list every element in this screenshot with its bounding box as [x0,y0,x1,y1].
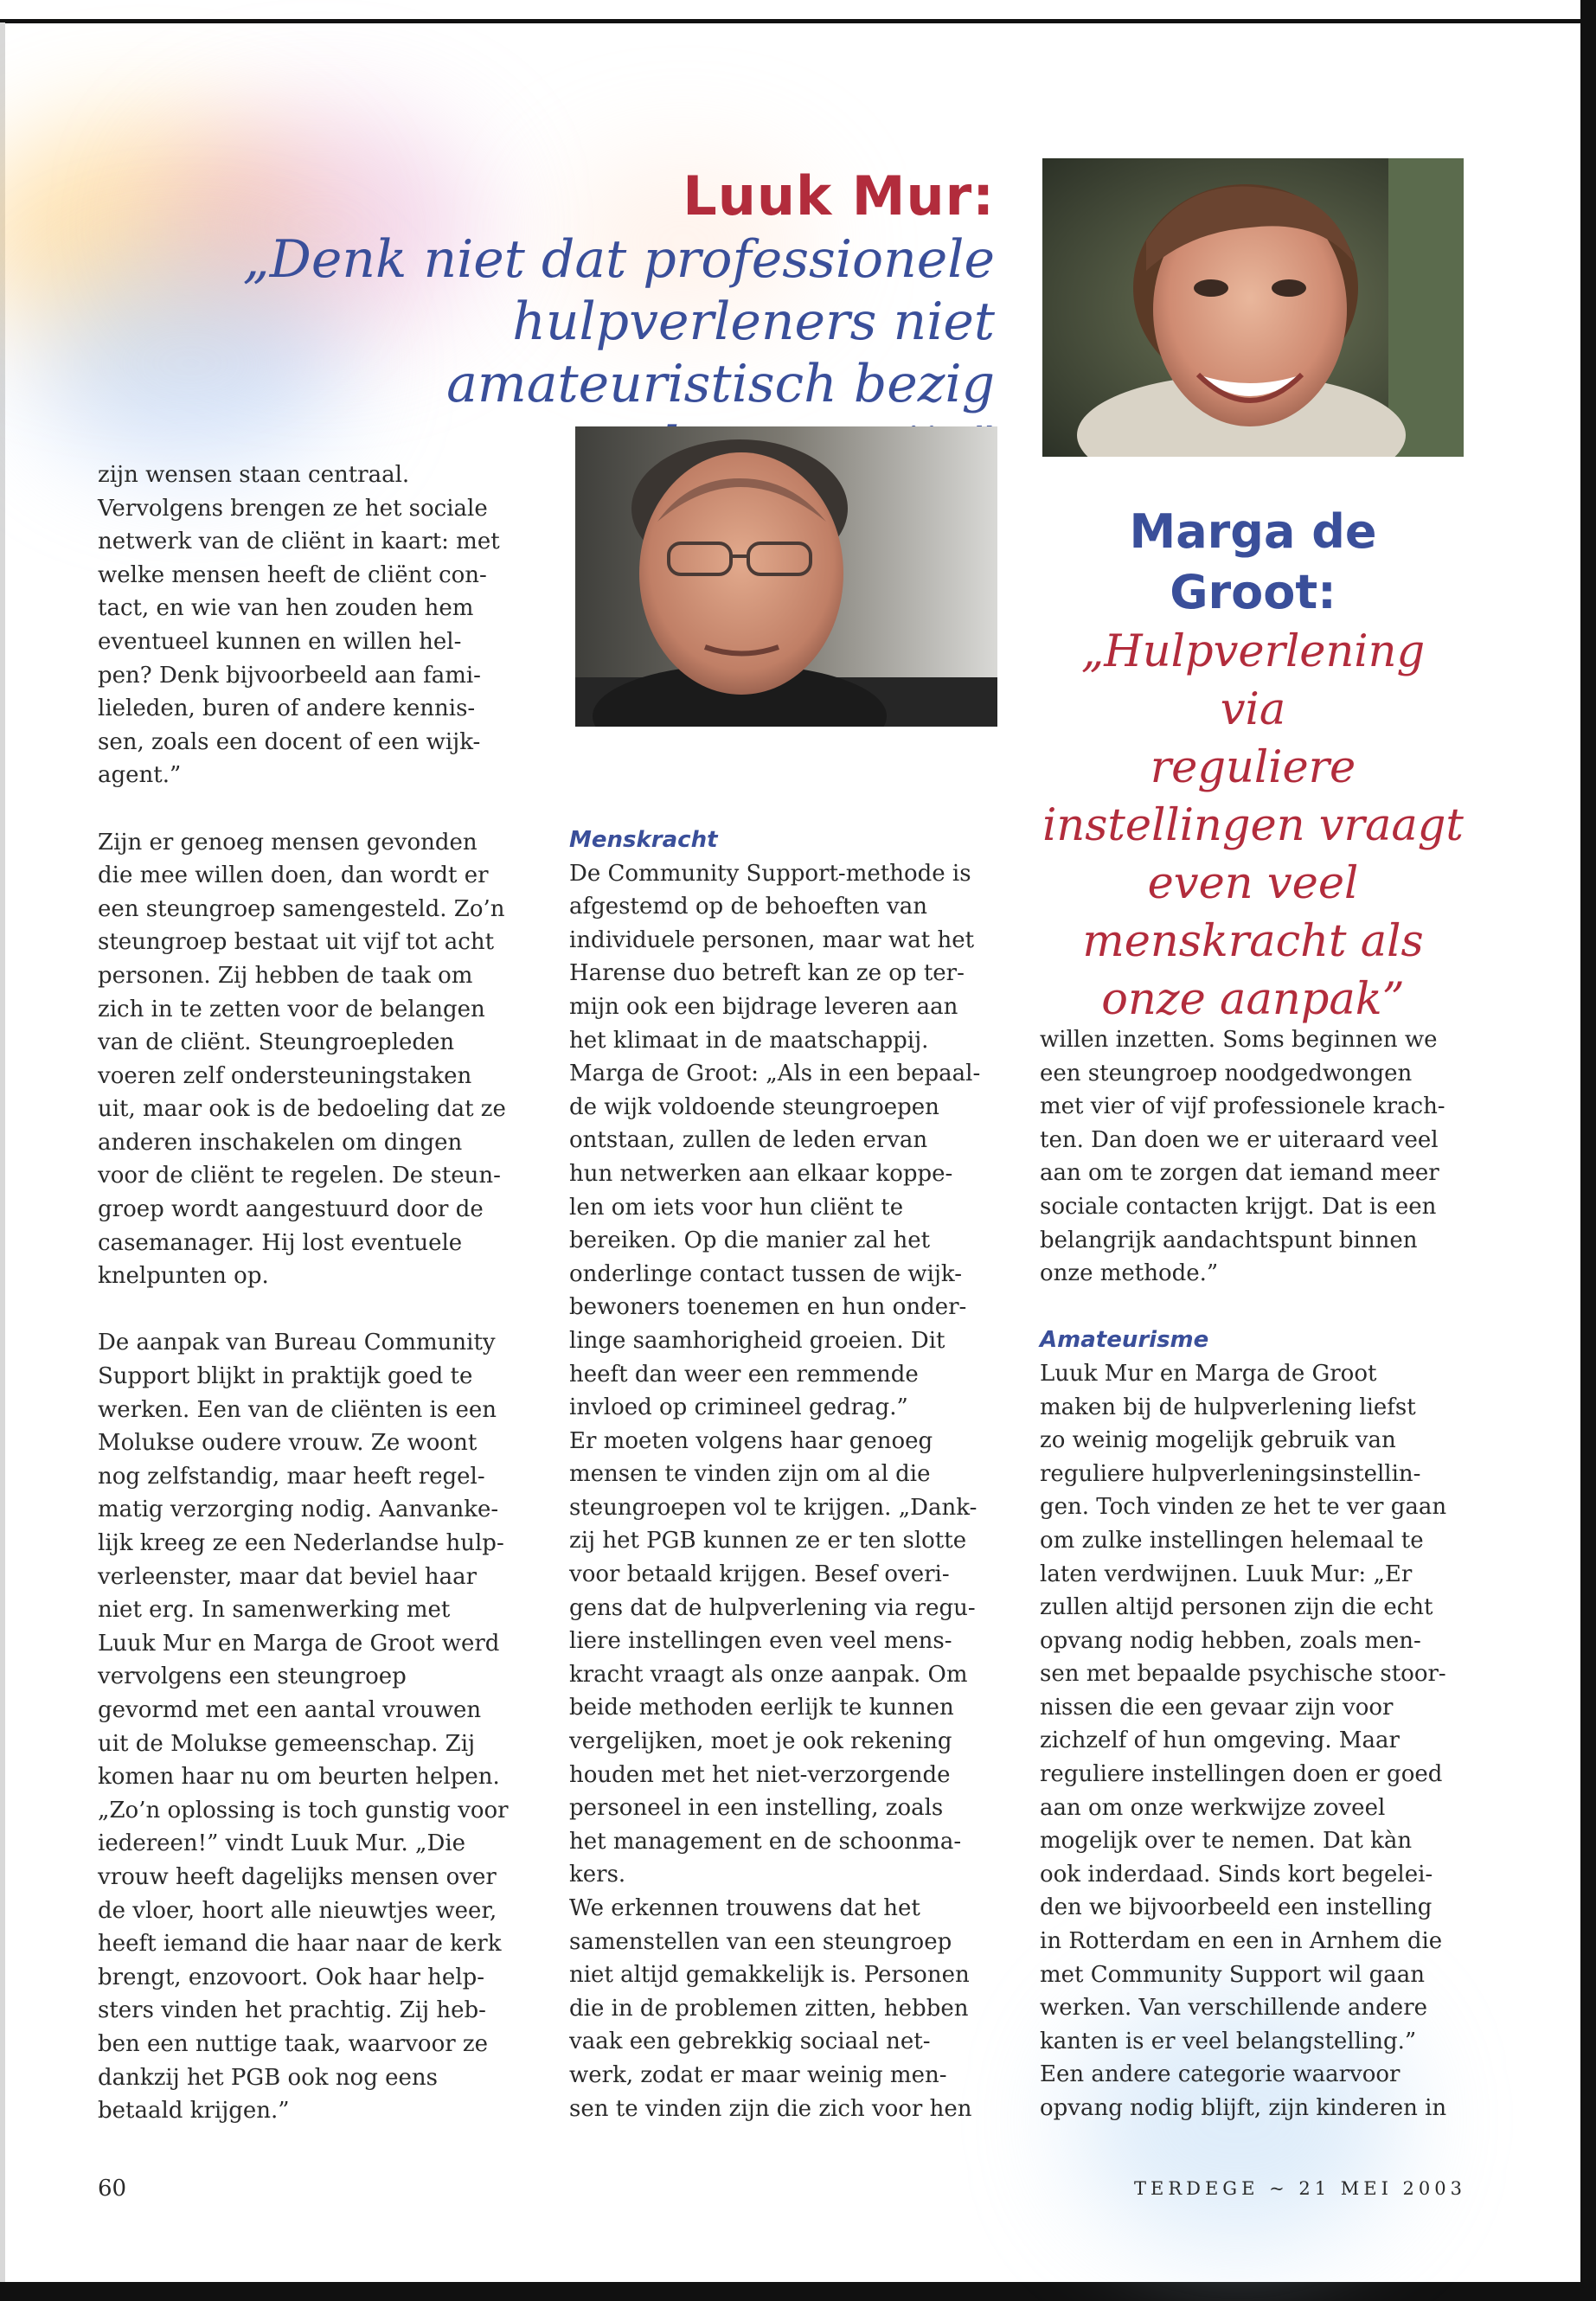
text-line: zijn wensen staan centraal. [98,462,410,488]
text-line: afgestemd op de behoeften van [569,894,927,920]
text-line: len om iets voor hun cliënt te [569,1194,904,1221]
text-line: sters vinden het prachtig. Zij heb- [98,1997,486,2024]
marga-quote-line: even veel [1147,858,1359,909]
text-line: lieleden, buren of andere kennis- [98,695,476,722]
text-line: zij het PGB kunnen ze er ten slotte [569,1528,967,1554]
text-line: zullen altijd personen zijn die echt [1040,1594,1433,1621]
text-line: van de cliënt. Steungroepleden [98,1029,455,1056]
text-line: vaak een gebrekkig sociaal net- [569,2029,931,2055]
text-line: samenstellen van een steungroep [569,1928,952,1955]
text-line: de wijk voldoende steungroepen [569,1093,939,1120]
text-line: maken bij de hulpverlening liefst [1040,1394,1416,1420]
text-line: Er moeten volgens haar genoeg [569,1427,933,1454]
marga-quote-line: onze aanpak” [1101,974,1405,1025]
text-line: om zulke instellingen helemaal te [1040,1527,1424,1554]
text-line: sen met bepaalde psychische stoor- [1040,1661,1446,1688]
text-line: tact, en wie van hen zouden hem [98,595,474,622]
marga-quote-line: instellingen vraagt [1042,800,1464,851]
text-line: vervolgens een steungroep [98,1663,407,1690]
text-line: met Community Support wil gaan [1040,1961,1425,1988]
marga-headline [1042,502,1464,1029]
text-line: den we bijvoorbeeld een instelling [1040,1894,1433,1921]
page-number: 60 [98,2176,127,2202]
text-line: gen. Toch vinden ze het te ver gaan [1040,1494,1447,1521]
scan-border-right [1580,0,1596,2301]
text-line: liere instellingen even veel mens- [569,1628,952,1655]
text-line: niet altijd gemakkelijk is. Personen [569,1962,970,1989]
text-line: sen te vinden zijn die zich voor hen [569,2095,972,2122]
text-line: een steungroep samengesteld. Zo’n [98,895,505,922]
text-line: werken. Van verschillende andere [1040,1995,1428,2022]
text-line: onze methode.” [1040,1260,1219,1287]
text-line: opvang nodig hebben, zoals men- [1040,1627,1421,1654]
text-line: uit de Molukse gemeenschap. Zij [98,1730,476,1757]
text-line: reguliere hulpverleningsinstellin- [1040,1460,1421,1487]
text-line: in Rotterdam en een in Arnhem die [1040,1928,1443,1955]
text-line: mijn ook een bijdrage leveren aan [569,993,958,1020]
marga-quote-line: menskracht als [1082,916,1424,967]
text-line: Een andere categorie waarvoor [1040,2061,1401,2088]
text-line: vrouw heeft dagelijks mensen over [98,1863,497,1890]
text-line: invloed op crimineel gedrag.” [569,1394,908,1421]
text-line: dankzij het PGB ook nog eens [98,2064,438,2091]
scan-border-top [0,0,1596,23]
text-line: zichzelf of hun omgeving. Maar [1040,1727,1400,1754]
text-line: steungroepen vol te krijgen. „Dank- [569,1494,977,1521]
text-line: mensen te vinden zijn om al die [569,1461,931,1488]
text-line: Vervolgens brengen ze het sociale [98,495,488,522]
text-line: gevormd met een aantal vrouwen [98,1696,482,1723]
text-line: voeren zelf ondersteuningstaken [98,1062,472,1089]
text-line: Support blijkt in praktijk goed te [98,1363,473,1390]
text-line: opvang nodig blijft, zijn kinderen in [1040,2095,1447,2121]
text-line: brengt, enzovoort. Ook haar help- [98,1964,485,1990]
article-column-3 [1040,1023,1490,2125]
text-line: bewoners toenemen en hun onder- [569,1294,967,1321]
text-line: sociale contacten krijgt. Dat is een [1040,1193,1437,1220]
text-line: komen haar nu om beurten helpen. [98,1764,500,1791]
text-line: uit, maar ook is de bedoeling dat ze [98,1096,506,1123]
text-line: We erkennen trouwens dat het [569,1895,920,1921]
text-line: ben een nuttige taak, waarvoor ze [98,2030,489,2057]
text-line: houden met het niet-verzorgende [569,1761,951,1788]
text-line: hun netwerken aan elkaar koppe- [569,1160,953,1187]
text-line: gens dat de hulpverlening via regu- [569,1594,976,1621]
scan-border-left [0,22,5,2282]
text-line: beide methoden eerlijk te kunnen [569,1695,954,1721]
text-line: die mee willen doen, dan wordt er [98,862,489,889]
text-line: werken. Een van de cliënten is een [98,1396,497,1423]
text-line: het management en de schoonma- [569,1828,962,1855]
text-line: anderen inschakelen om dingen [98,1129,463,1156]
article-column-1 [98,458,556,2128]
text-line: linge saamhorigheid groeien. Dit [569,1327,945,1354]
text-line: aan om te zorgen dat iemand meer [1040,1160,1439,1187]
text-line: personen. Zij hebben de taak om [98,962,473,989]
text-line: personeel in een instelling, zoals [569,1795,944,1822]
text-line: willen inzetten. Soms beginnen we [1040,1027,1438,1053]
text-line: voor de cliënt te regelen. De steun- [98,1163,501,1189]
text-line: groep wordt aangestuurd door de [98,1196,484,1223]
text-line: ten. Dan doen we er uiteraard veel [1040,1126,1439,1153]
marga-portrait-photo [1042,158,1464,457]
text-line: knelpunten op. [98,1263,269,1290]
text-line: heeft iemand die haar naar de kerk [98,1931,502,1958]
paragraph-gap [1040,1291,1490,1324]
luuk-portrait-photo [575,426,997,727]
text-line: casemanager. Hij lost eventuele [98,1229,463,1256]
text-line: kracht vraagt als onze aanpak. Om [569,1661,968,1688]
text-line: betaald krijgen.” [98,2098,290,2125]
text-line: individuele personen, maar wat het [569,926,975,953]
luuk-portrait-image [575,426,997,727]
section-heading-menskracht: Menskracht [569,827,718,853]
marga-quote-line: reguliere [1150,742,1356,793]
text-line: De aanpak van Bureau Community [98,1330,496,1356]
text-line: bereiken. Op die manier zal het [569,1227,931,1254]
text-line: lijk kreeg ze een Nederlandse hulp- [98,1530,504,1556]
text-line: mogelijk over te nemen. Dat kàn [1040,1828,1413,1855]
text-line: ook inderdaad. Sinds kort begelei- [1040,1861,1433,1888]
text-line: vergelijken, moet je ook rekening [569,1728,952,1755]
text-line: met vier of vijf professionele krach- [1040,1093,1445,1120]
text-line: belangrijk aandachtspunt binnen [1040,1227,1418,1253]
text-line: ontstaan, zullen de leden ervan [569,1127,928,1154]
text-line: voor betaald krijgen. Besef overi- [569,1561,950,1588]
paragraph-gap [98,792,556,826]
text-line: de vloer, hoort alle nieuwtjes weer, [98,1897,497,1924]
text-line: zo weinig mogelijk gebruik van [1040,1427,1396,1454]
text-line: laten verdwijnen. Luuk Mur: „Er [1040,1561,1413,1587]
text-line: aan om onze werkwijze zoveel [1040,1794,1386,1821]
marga-name: Marga de Groot: [1129,504,1377,619]
text-line: iedereen!” vindt Luuk Mur. „Die [98,1830,466,1857]
text-line: zich in te zetten voor de belangen [98,996,485,1022]
text-line: „Zo’n oplossing is toch gunstig voor [98,1797,509,1823]
text-line: welke mensen heeft de cliënt con- [98,561,487,588]
text-line: netwerk van de cliënt in kaart: met [98,529,500,555]
text-line: De Community Support-methode is [569,860,971,887]
text-line: een steungroep noodgedwongen [1040,1060,1413,1086]
marga-quote-line: „Hulpverlening via [1080,626,1426,735]
section-heading-amateurisme: Amateurisme [1040,1327,1209,1354]
text-line: nissen die een gevaar zijn voor [1040,1694,1394,1721]
text-line: het klimaat in de maatschappij. [569,1027,929,1054]
text-line: kers. [569,1862,626,1888]
text-line: Luuk Mur en Marga de Groot werd [98,1630,500,1657]
paragraph-gap [98,1293,556,1327]
text-line: steungroep bestaat uit vijf tot acht [98,929,495,956]
text-line: verleenster, maar dat beviel haar [98,1563,478,1590]
text-line: Marga de Groot: „Als in een bepaal- [569,1061,981,1087]
text-line: Harense duo betreft kan ze op ter- [569,960,965,987]
text-line: matig verzorging nodig. Aanvanke- [98,1497,499,1523]
text-line: heeft dan weer een remmende [569,1361,919,1388]
publication-footer: TERDEGE ~ 21 MEI 2003 [1133,2178,1466,2199]
text-line: niet erg. In samenwerking met [98,1597,451,1624]
text-line: eventueel kunnen en willen hel- [98,628,462,655]
text-line: agent.” [98,762,182,789]
luuk-name: Luuk Mur: [683,164,995,228]
marga-portrait-image [1042,158,1464,457]
text-line: nog zelfstandig, maar heeft regel- [98,1463,485,1490]
text-line: sen, zoals een docent of een wijk- [98,728,481,755]
text-line: Zijn er genoeg mensen gevonden [98,829,478,856]
text-line: Molukse oudere vrouw. Ze woont [98,1430,478,1457]
article-column-2 [569,824,1019,2125]
text-line: pen? Denk bijvoorbeeld aan fami- [98,662,481,689]
luuk-quote-line: „Denk niet dat professionele [242,229,995,290]
text-line: werk, zodat er maar weinig men- [569,2061,947,2088]
text-line: onderlinge contact tussen de wijk- [569,1260,962,1287]
text-line: die in de problemen zitten, hebben [569,1995,969,2022]
text-line: Luuk Mur en Marga de Groot [1040,1360,1377,1387]
text-line: reguliere instellingen doen er goed [1040,1761,1443,1788]
text-line: kanten is er veel belangstelling.” [1040,2028,1417,2054]
scan-border-bottom [0,2282,1596,2301]
luuk-quote-line: hulpverleners niet amateuristisch bezig [446,292,995,414]
